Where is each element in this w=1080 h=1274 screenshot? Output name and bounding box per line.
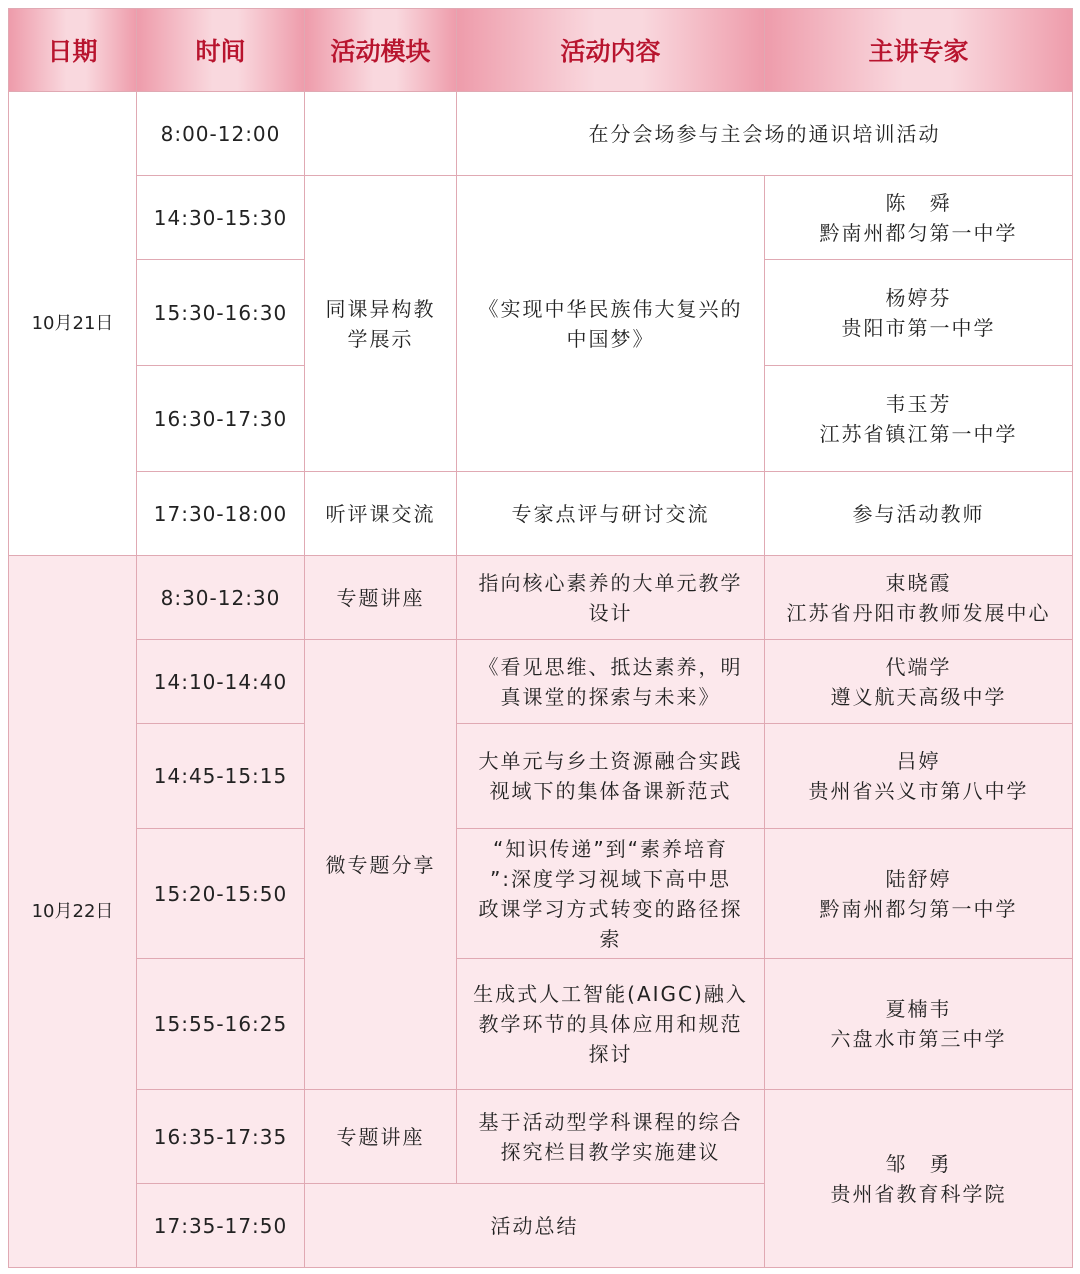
content-cell: 专家点评与研讨交流 bbox=[457, 472, 765, 556]
expert-name: 代端学 bbox=[885, 654, 952, 679]
content-line: 探究栏目教学实施建议 bbox=[500, 1139, 721, 1164]
day1-section bbox=[9, 92, 1073, 556]
table-row bbox=[9, 1090, 1073, 1184]
table-row bbox=[9, 176, 1073, 260]
content-cell: 活动总结 bbox=[305, 1184, 765, 1268]
time-cell: 16:35-17:35 bbox=[137, 1090, 305, 1184]
table-row bbox=[9, 959, 1073, 1090]
expert-cell bbox=[765, 366, 1073, 472]
date-cell: 10月22日 bbox=[9, 556, 137, 1268]
expert-org: 贵州省教育科学院 bbox=[830, 1181, 1007, 1206]
expert-name: 韦玉芳 bbox=[885, 391, 952, 416]
expert-name: 陆舒婷 bbox=[885, 866, 952, 891]
expert-name: 束晓霞 bbox=[885, 570, 952, 595]
content-cell: 在分会场参与主会场的通识培训活动 bbox=[457, 92, 1073, 176]
content-line: 大单元与乡土资源融合实践 bbox=[478, 749, 743, 773]
content-line: 探讨 bbox=[588, 1042, 633, 1066]
expert-org: 贵州省兴义市第八中学 bbox=[808, 779, 1029, 803]
header-row bbox=[9, 9, 1073, 92]
expert-cell bbox=[765, 260, 1073, 366]
module-cell: 专题讲座 bbox=[305, 1090, 457, 1184]
content-line: ”:深度学习视域下高中思 bbox=[489, 866, 732, 891]
time-cell: 8:00-12:00 bbox=[137, 92, 305, 176]
expert-cell bbox=[765, 556, 1073, 640]
expert-name: 陈 舜 bbox=[885, 190, 952, 215]
expert-cell bbox=[765, 829, 1073, 959]
content-line: 视域下的集体备课新范式 bbox=[489, 779, 732, 803]
expert-org: 江苏省镇江第一中学 bbox=[819, 421, 1018, 446]
expert-org: 黔南州都匀第一中学 bbox=[819, 896, 1018, 921]
content-cell bbox=[457, 556, 765, 640]
expert-cell: 参与活动教师 bbox=[765, 472, 1073, 556]
module-line: 学展示 bbox=[347, 326, 414, 351]
content-line: “知识传递”到“素养培育 bbox=[492, 836, 729, 861]
module-cell bbox=[305, 92, 457, 176]
expert-cell bbox=[765, 959, 1073, 1090]
module-cell: 专题讲座 bbox=[305, 556, 457, 640]
time-cell: 17:35-17:50 bbox=[137, 1184, 305, 1268]
time-cell: 14:45-15:15 bbox=[137, 724, 305, 829]
content-cell bbox=[457, 640, 765, 724]
time-cell: 17:30-18:00 bbox=[137, 472, 305, 556]
module-cell: 听评课交流 bbox=[305, 472, 457, 556]
content-line: 《实现中华民族伟大复兴的 bbox=[478, 296, 743, 321]
header-expert: 主讲专家 bbox=[765, 9, 1073, 92]
table-row bbox=[9, 92, 1073, 176]
expert-org: 六盘水市第三中学 bbox=[830, 1027, 1007, 1051]
expert-org: 遵义航天高级中学 bbox=[830, 684, 1007, 709]
module-cell bbox=[305, 176, 457, 472]
table-row bbox=[9, 829, 1073, 959]
module-cell: 微专题分享 bbox=[305, 640, 457, 1090]
day2-section bbox=[9, 556, 1073, 1268]
module-line: 同课异构教 bbox=[325, 296, 436, 321]
expert-org: 江苏省丹阳市教师发展中心 bbox=[786, 600, 1051, 625]
content-line: 教学环节的具体应用和规范 bbox=[478, 1012, 743, 1036]
time-cell: 14:10-14:40 bbox=[137, 640, 305, 724]
expert-name: 吕婷 bbox=[896, 749, 941, 773]
expert-org: 贵阳市第一中学 bbox=[841, 315, 996, 340]
table-row bbox=[9, 556, 1073, 640]
header-module: 活动模块 bbox=[305, 9, 457, 92]
time-cell: 8:30-12:30 bbox=[137, 556, 305, 640]
expert-cell bbox=[765, 176, 1073, 260]
content-cell bbox=[457, 1090, 765, 1184]
time-cell: 16:30-17:30 bbox=[137, 366, 305, 472]
content-line: 指向核心素养的大单元教学 bbox=[478, 570, 743, 595]
content-cell bbox=[457, 959, 765, 1090]
time-cell: 15:30-16:30 bbox=[137, 260, 305, 366]
date-cell: 10月21日 bbox=[9, 92, 137, 556]
table-row bbox=[9, 724, 1073, 829]
header-date: 日期 bbox=[9, 9, 137, 92]
expert-cell bbox=[765, 640, 1073, 724]
content-cell bbox=[457, 176, 765, 472]
expert-name: 杨婷芬 bbox=[885, 285, 952, 310]
content-cell bbox=[457, 724, 765, 829]
content-line: 中国梦》 bbox=[566, 326, 655, 351]
expert-cell bbox=[765, 724, 1073, 829]
content-line: 真课堂的探索与未来》 bbox=[500, 684, 721, 709]
table-row bbox=[9, 640, 1073, 724]
expert-name: 夏楠韦 bbox=[885, 997, 952, 1021]
expert-name: 邹 勇 bbox=[885, 1151, 952, 1176]
content-line: 政课学习方式转变的路径探 bbox=[478, 896, 743, 921]
content-line: 索 bbox=[599, 926, 622, 951]
time-cell: 15:20-15:50 bbox=[137, 829, 305, 959]
expert-org: 黔南州都匀第一中学 bbox=[819, 220, 1018, 245]
content-line: 《看见思维、抵达素养，明 bbox=[478, 654, 743, 679]
table-row bbox=[9, 472, 1073, 556]
time-cell: 15:55-16:25 bbox=[137, 959, 305, 1090]
content-cell bbox=[457, 829, 765, 959]
content-line: 生成式人工智能(AIGC)融入 bbox=[473, 982, 748, 1006]
header-content: 活动内容 bbox=[457, 9, 765, 92]
expert-cell bbox=[765, 1090, 1073, 1268]
time-cell: 14:30-15:30 bbox=[137, 176, 305, 260]
schedule-table bbox=[8, 8, 1073, 1268]
header-time: 时间 bbox=[137, 9, 305, 92]
content-line: 基于活动型学科课程的综合 bbox=[478, 1109, 743, 1134]
content-line: 设计 bbox=[588, 600, 633, 625]
